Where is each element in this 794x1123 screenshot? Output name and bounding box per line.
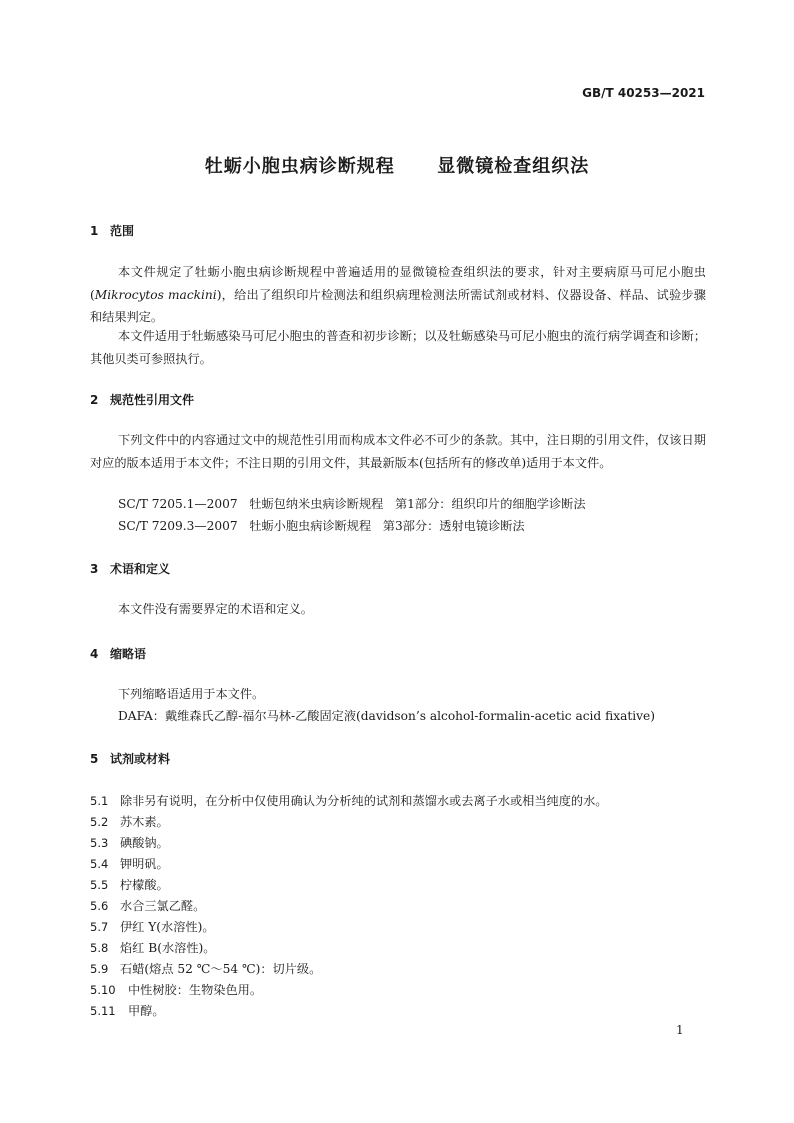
- abbreviation-definition: DAFA：戴维森氏乙醇-福尔马林-乙酸固定液(davidson’s alcohol-formalin-acetic acid fixative): [118, 709, 656, 723]
- section-title: 试剂或材料: [110, 752, 171, 766]
- section-number: 2: [90, 393, 99, 407]
- item-text: 伊红 Y(水溶性)。: [120, 920, 215, 934]
- section-heading-terms: [90, 560, 170, 577]
- section-heading-reagents: [90, 750, 170, 767]
- section-title: 范围: [110, 224, 135, 238]
- item-text: 碘酸钠。: [120, 836, 169, 850]
- standard-number: GB/T 40253—2021: [582, 86, 705, 100]
- item-number: 5.4: [90, 857, 109, 871]
- page-number: 1: [676, 1023, 684, 1037]
- reagent-item: [90, 939, 215, 956]
- item-number: 5.9: [90, 962, 109, 976]
- reagent-item: [90, 813, 169, 830]
- item-number: 5.6: [90, 899, 109, 913]
- section-title: 缩略语: [110, 647, 147, 661]
- item-number: 5.3: [90, 836, 109, 850]
- paragraph-text: )，给出了组织印片检测法和组织病理检测法所需试剂或材料、仪器设备、样品、试验步骤和结果判定。: [90, 287, 706, 324]
- document-title: 牡蛎小胞虫病诊断规程 显微镜检查组织法: [204, 156, 590, 177]
- reagent-item: [90, 1002, 165, 1019]
- section-number: 5: [90, 752, 99, 766]
- item-text: 除非另有说明，在分析中仅使用确认为分析纯的试剂和蒸馏水或去离子水或相当纯度的水。: [120, 794, 608, 808]
- item-number: 5.1: [90, 794, 109, 808]
- reference-item: SC/T 7209.3—2007 牡蛎小胞虫病诊断规程 第3部分：透射电镜诊断法: [118, 519, 525, 533]
- item-number: 5.10: [90, 983, 116, 997]
- paragraph: 本文件适用于牡蛎感染马可尼小胞虫的普查和初步诊断；以及牡蛎感染马可尼小胞虫的流行病学调查和诊断；其他贝类可参照执行。: [90, 329, 706, 366]
- paragraph-text: 本文件规定了牡蛎小胞虫病诊断规程中普遍适用的显微镜检查组织法的要求，针对主要病原马可尼小胞虫(: [90, 265, 706, 302]
- reagent-item: [90, 876, 169, 893]
- paragraph: 下列文件中的内容通过文中的规范性引用而构成本文件必不可少的条款。其中，注日期的引用文件，仅该日期对应的版本适用于本文件；不注日期的引用文件，其最新版本(包括所有的修改单)适用于本文件。: [90, 433, 706, 470]
- section-number: 3: [90, 562, 99, 576]
- item-text: 苏木素。: [120, 815, 169, 829]
- section-title: 规范性引用文件: [110, 393, 195, 407]
- item-text: 钾明矾。: [120, 857, 169, 871]
- item-number: 5.11: [90, 1004, 116, 1018]
- reagent-item: [90, 981, 262, 998]
- item-text: 柠檬酸。: [120, 878, 169, 892]
- item-number: 5.8: [90, 941, 109, 955]
- paragraph: [90, 261, 706, 329]
- item-text: 焰红 B(水溶性)。: [120, 941, 216, 955]
- reagent-item: [90, 855, 169, 872]
- section-title: 术语和定义: [110, 562, 171, 576]
- item-number: 5.2: [90, 815, 109, 829]
- section-number: 1: [90, 224, 99, 238]
- item-number: 5.7: [90, 920, 109, 934]
- reagent-item: [90, 897, 205, 914]
- reference-item: SC/T 7205.1—2007 牡蛎包纳米虫病诊断规程 第1部分：组织印片的细胞学诊断法: [118, 497, 586, 511]
- reagent-item: [90, 918, 215, 935]
- section-number: 4: [90, 647, 99, 661]
- item-text: 水合三氯乙醛。: [120, 899, 206, 913]
- section-heading-abbreviations: [90, 645, 146, 662]
- paragraph: 本文件没有需要界定的术语和定义。: [118, 602, 313, 616]
- section-heading-normative-references: [90, 391, 194, 408]
- species-name: Mikrocytos mackini: [94, 287, 217, 302]
- reagent-item: [90, 834, 169, 851]
- item-text: 中性树胶：生物染色用。: [128, 983, 263, 997]
- paragraph: 下列缩略语适用于本文件。: [118, 687, 265, 701]
- section-heading-scope: [90, 222, 134, 239]
- item-number: 5.5: [90, 878, 109, 892]
- reagent-item: [90, 960, 321, 977]
- item-text: 甲醇。: [128, 1004, 165, 1018]
- reagent-item: [90, 792, 608, 809]
- item-text: 石蜡(熔点 52 ℃～54 ℃)：切片级。: [120, 962, 322, 976]
